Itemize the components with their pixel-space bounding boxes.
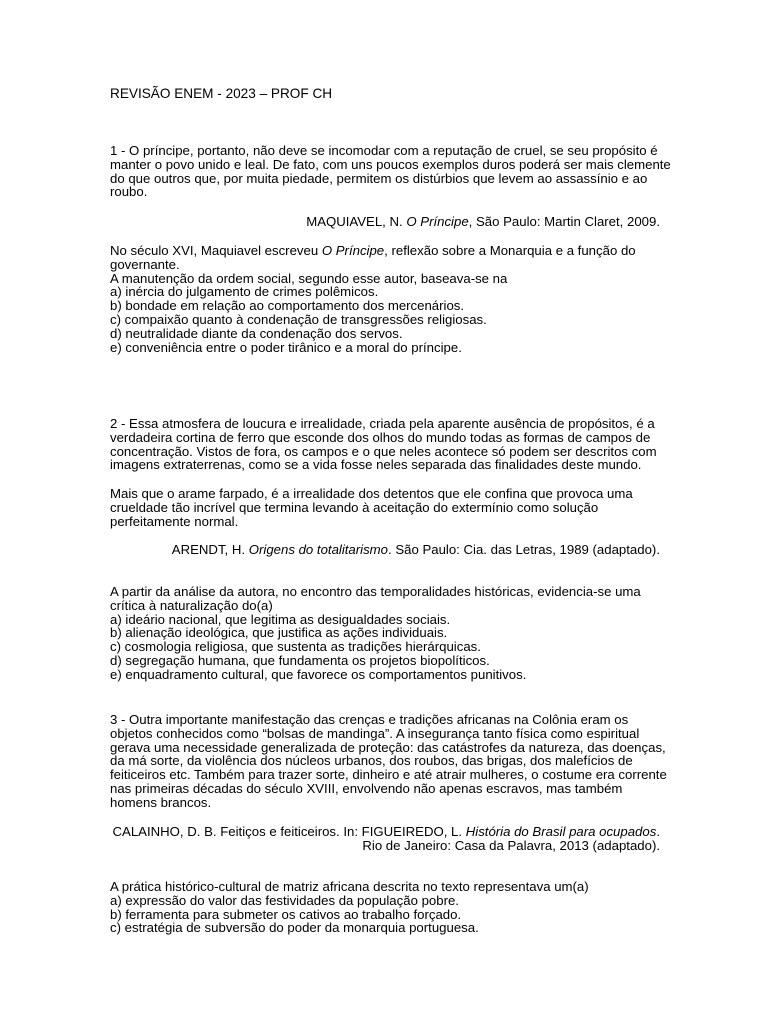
q3-prompt: [110, 880, 660, 935]
q1-text-line: do que outros que, por muita piedade, permitem os distúrbios que levem ao assassínio e ao: [110, 170, 648, 186]
q2-text-line: concentração. Vistos de fora, os campos e o que neles acontece só podem ser descritos com: [110, 443, 657, 459]
q1-text-line: roubo.: [110, 184, 148, 200]
q1-citation: [110, 215, 660, 229]
q2-option-b: b) alienação ideológica, que justifica as ações individuais.: [110, 625, 448, 641]
q2-text-2: [110, 487, 660, 528]
q1-citation-author: MAQUIAVEL, N.: [306, 214, 407, 229]
q3-text-line: feiticeiros etc. Também para trazer sorte, dinheiro e até atrair mulheres, o costume era corrente: [110, 767, 667, 783]
q1-option-b: b) bondade em relação ao comportamento dos mercenários.: [110, 298, 465, 314]
q2-text2-line: crueldade tão incrível que termina levando à aceitação do extermínio como solução: [110, 499, 599, 515]
q1-context: [110, 244, 660, 258]
page-title: REVISÃO ENEM - 2023 – PROF CH: [110, 86, 333, 101]
q1-citation-title: O Príncipe: [406, 214, 469, 229]
q1-citation-publisher: , São Paulo: Martin Claret, 2009.: [468, 214, 660, 229]
q2-text-line: 2 - Essa atmosfera de loucura e irrealidade, criada pela aparente ausência de propósitos, é a: [110, 416, 655, 431]
q3-citation-end: .: [656, 824, 660, 839]
q3-text-line: homens brancos.: [110, 794, 212, 810]
q2-option-a: a) ideário nacional, que legitima as desigualdades sociais.: [110, 611, 451, 627]
q1-text-line: manter o povo unido e leal. De fato, com uns poucos exemplos duros poderá ser mais clemente: [110, 156, 671, 172]
q2-stem-line: crítica à naturalização do(a): [110, 597, 273, 613]
q1-stem: A manutenção da ordem social, segundo esse autor, baseava-se na: [110, 270, 508, 286]
q3-text-line: 3 - Outra importante manifestação das crenças e tradições africanas na Colônia eram os: [110, 712, 629, 727]
q3-citation-author: CALAINHO, D. B. Feitiços e feiticeiros. In: FIGUEIREDO, L.: [112, 824, 466, 839]
q3-text-line: nas primeiras décadas do século XVIII, envolvendo não apenas escravos, mas também: [110, 780, 623, 796]
q3-option-b: b) ferramenta para submeter os cativos ao trabalho forçado.: [110, 906, 462, 922]
q2-citation-publisher: . São Paulo: Cia. das Letras, 1989 (adaptado).: [388, 542, 660, 557]
q2-text-line: verdadeira cortina de ferro que esconde dos olhos do mundo todas as formas de campos de: [110, 429, 651, 445]
q1-context-title: O Príncipe: [321, 243, 385, 258]
q3-citation-line: [110, 825, 660, 839]
q3-text: [110, 712, 667, 810]
q1-text: [110, 143, 671, 200]
q1-context-start: No século XVI, Maquiavel escreveu: [110, 243, 322, 258]
q3-text-line: gerava uma necessidade generalizada de proteção: das catástrofes da natureza, das doenças,: [110, 739, 666, 755]
q3-option-a: a) expressão do valor das festividades da população pobre.: [110, 892, 459, 908]
q1-option-c: c) compaixão quanto à condenação de transgressões religiosas.: [110, 311, 487, 327]
q2-citation-author: ARENDT, H.: [171, 542, 249, 557]
q2-text2-line: perfeitamente normal.: [110, 513, 239, 529]
q2-option-c: c) cosmologia religiosa, que sustenta as tradições hierárquicas.: [110, 639, 481, 655]
q2-text-line: imagens extraterrenas, como se a vida fosse neles separada das finalidades deste mundo.: [110, 457, 642, 473]
q3-text-line: objetos conhecidos como “bolsas de mandinga”. A insegurança tanto física como espiritual: [110, 725, 640, 741]
q2-option-d: d) segregação humana, que fundamenta os projetos biopolíticos.: [110, 652, 490, 668]
q3-citation-title: História do Brasil para ocupados: [465, 824, 657, 839]
q3-citation-cont: Rio de Janeiro: Casa da Palavra, 2013 (adaptado).: [362, 837, 660, 853]
q2-stem-line: A partir da análise da autora, no encontro das temporalidades históricas, evidencia-se uma: [110, 584, 641, 599]
q3-option-c: c) estratégia de subversão do poder da monarquia portuguesa.: [110, 920, 479, 936]
q2-text: [110, 417, 660, 472]
q2-text2-line: Mais que o arame farpado, é a irrealidade dos detentos que ele confina que provoca uma: [110, 486, 633, 501]
q3-citation: [110, 825, 660, 853]
q1-option-e: e) conveniência entre o poder tirânico e a moral do príncipe.: [110, 339, 462, 355]
q1-context-end: , reflexão sobre a Monarquia e a função do: [384, 243, 636, 258]
q1-option-d: d) neutralidade diante da condenação dos servos.: [110, 325, 403, 341]
q2-citation-title: Origens do totalitarismo: [248, 542, 388, 557]
q1-option-a: a) inércia do julgamento de crimes polêmicos.: [110, 284, 379, 300]
q1-context-cont: governante.: [110, 256, 180, 272]
q1-prompt: [110, 244, 660, 354]
q2-prompt: [110, 585, 660, 682]
q3-stem: A prática histórico-cultural de matriz africana descrita no texto representava um(a): [110, 879, 589, 894]
q3-text-line: da má sorte, da violência dos núcleos urbanos, dos roubos, das brigas, dos malefícios de: [110, 753, 633, 769]
q2-option-e: e) enquadramento cultural, que favorece os comportamentos punitivos.: [110, 666, 527, 682]
q2-citation: [110, 543, 660, 557]
q1-text-line: 1 - O príncipe, portanto, não deve se incomodar com a reputação de cruel, se seu propósito é: [110, 143, 658, 158]
